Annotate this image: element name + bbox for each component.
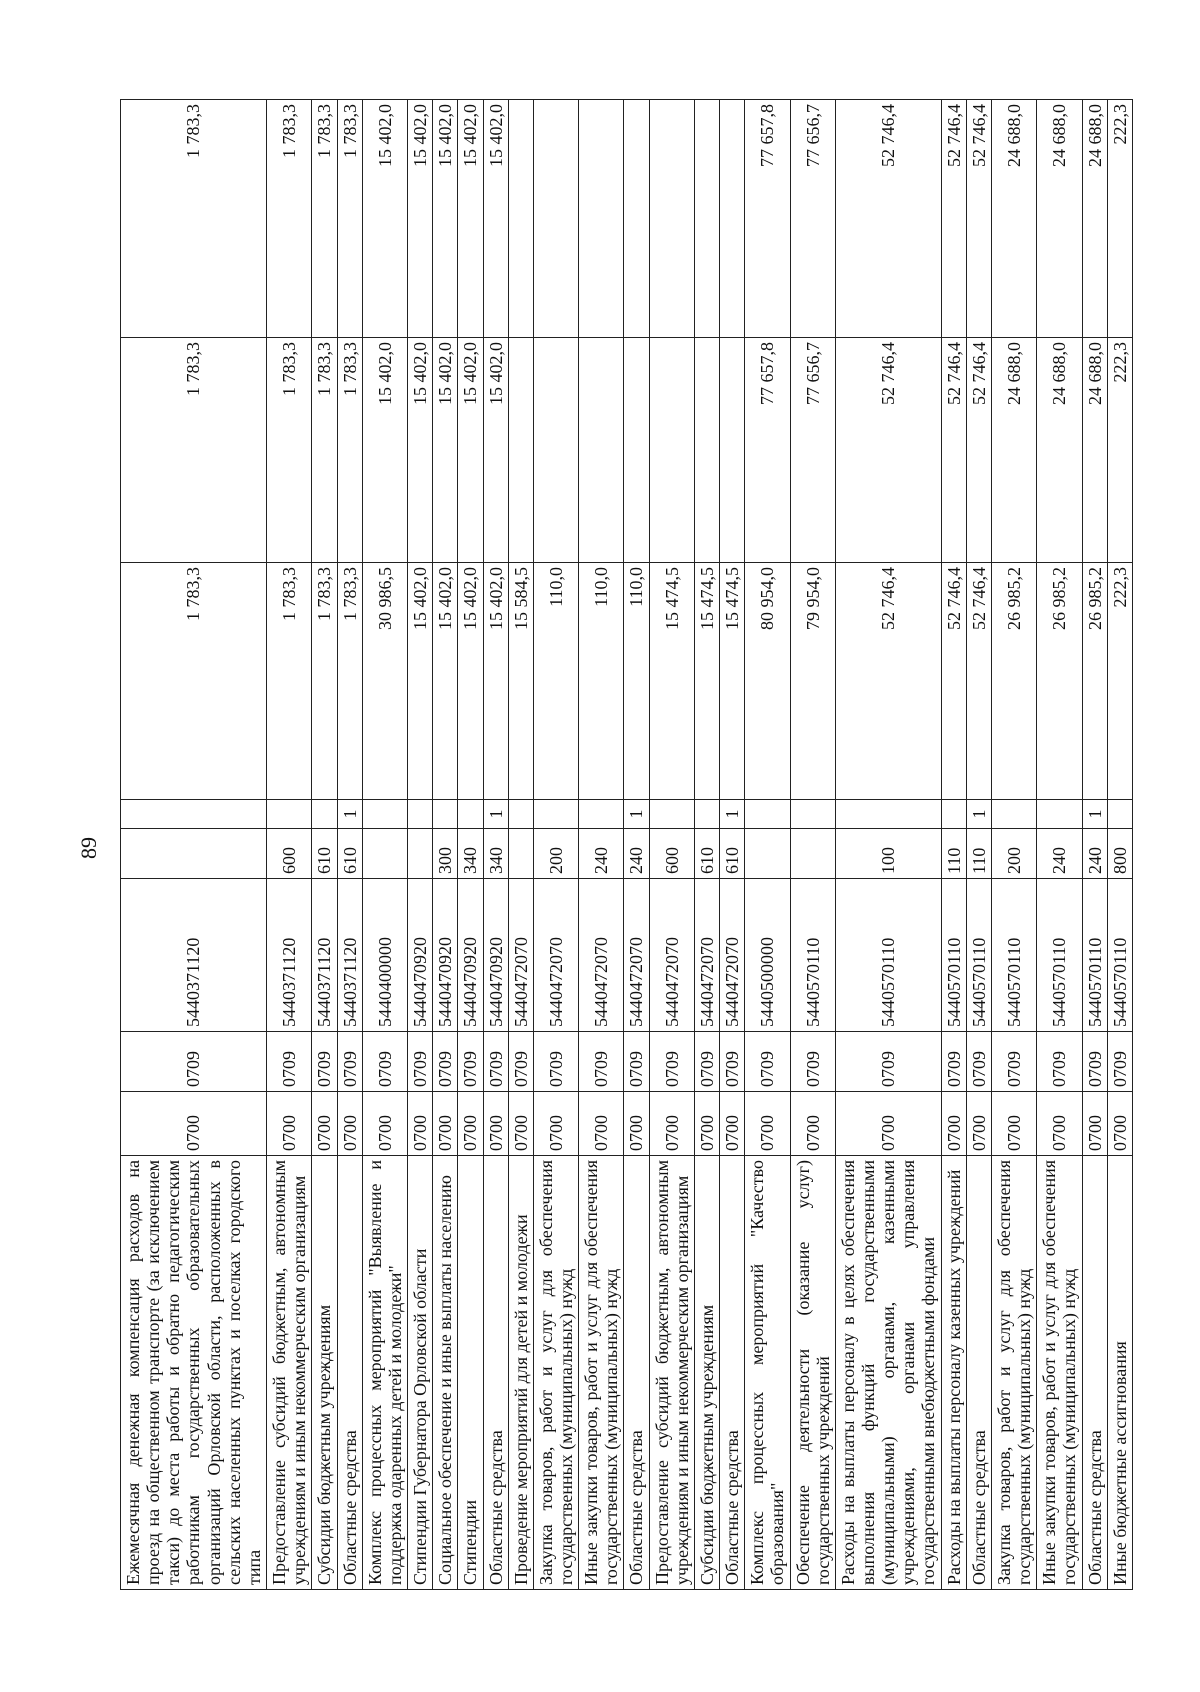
section-code: 0700: [835, 1092, 941, 1156]
expense-type-code: 240: [1082, 829, 1107, 879]
amount-year-2: [624, 338, 649, 563]
amount-year-3: 1 783,3: [337, 100, 362, 338]
amount-year-1: 15 584,5: [508, 563, 533, 800]
amount-year-2: [649, 338, 694, 563]
section-code: 0700: [941, 1092, 966, 1156]
section-code: 0700: [433, 1092, 458, 1156]
funding-source-mark: [745, 800, 790, 829]
amount-year-2: 15 402,0: [458, 338, 483, 563]
target-article-code: 5440570110: [966, 879, 991, 1032]
row-description: Комплекс процессных мероприятий "Качество образования": [745, 1156, 790, 1590]
amount-year-2: 24 688,0: [991, 338, 1036, 563]
amount-year-1: 1 783,3: [312, 563, 337, 800]
expense-type-code: 200: [991, 829, 1036, 879]
table-row: [835, 100, 941, 1590]
funding-source-mark: [835, 800, 941, 829]
section-code: 0700: [966, 1092, 991, 1156]
expense-type-code: 240: [579, 829, 624, 879]
expense-type-code: 610: [720, 829, 745, 879]
amount-year-3: 52 746,4: [835, 100, 941, 338]
amount-year-2: 15 402,0: [408, 338, 433, 563]
target-article-code: 5440570110: [790, 879, 835, 1032]
section-code: 0700: [408, 1092, 433, 1156]
expense-type-code: [121, 829, 267, 879]
funding-source-mark: [362, 800, 407, 829]
amount-year-1: 1 783,3: [121, 563, 267, 800]
amount-year-2: 15 402,0: [362, 338, 407, 563]
amount-year-1: 110,0: [624, 563, 649, 800]
table-row: [433, 100, 458, 1590]
target-article-code: 5440470920: [433, 879, 458, 1032]
expense-type-code: [362, 829, 407, 879]
subsection-code: 0709: [408, 1032, 433, 1092]
expense-type-code: 610: [694, 829, 719, 879]
section-code: 0700: [790, 1092, 835, 1156]
amount-year-1: 15 474,5: [694, 563, 719, 800]
target-article-code: 5440570110: [1037, 879, 1082, 1032]
amount-year-2: [508, 338, 533, 563]
funding-source-mark: [433, 800, 458, 829]
table-row: [408, 100, 433, 1590]
subsection-code: 0709: [337, 1032, 362, 1092]
row-description: Комплекс процессных мероприятий "Выявление и поддержка одаренных детей и молодежи": [362, 1156, 407, 1590]
amount-year-1: 52 746,4: [835, 563, 941, 800]
amount-year-1: 1 783,3: [267, 563, 312, 800]
amount-year-1: 222,3: [1107, 563, 1132, 800]
amount-year-1: 52 746,4: [966, 563, 991, 800]
expense-type-code: 240: [1037, 829, 1082, 879]
section-code: 0700: [458, 1092, 483, 1156]
section-code: 0700: [483, 1092, 508, 1156]
table-row: [649, 100, 694, 1590]
target-article-code: 5440400000: [362, 879, 407, 1032]
amount-year-1: 15 474,5: [649, 563, 694, 800]
section-code: 0700: [362, 1092, 407, 1156]
row-description: Расходы на выплаты персоналу казенных учреждений: [941, 1156, 966, 1590]
subsection-code: 0709: [508, 1032, 533, 1092]
amount-year-2: 15 402,0: [433, 338, 458, 563]
amount-year-3: [624, 100, 649, 338]
target-article-code: 5440500000: [745, 879, 790, 1032]
target-article-code: 5440570110: [991, 879, 1036, 1032]
section-code: 0700: [533, 1092, 578, 1156]
table-row: [267, 100, 312, 1590]
funding-source-mark: [267, 800, 312, 829]
target-article-code: 5440470920: [483, 879, 508, 1032]
target-article-code: 5440371120: [337, 879, 362, 1032]
funding-source-mark: [790, 800, 835, 829]
amount-year-2: [533, 338, 578, 563]
table-row: [1082, 100, 1107, 1590]
expense-type-code: 240: [624, 829, 649, 879]
target-article-code: 5440470920: [408, 879, 433, 1032]
amount-year-3: 52 746,4: [966, 100, 991, 338]
section-code: 0700: [745, 1092, 790, 1156]
funding-source-mark: 1: [624, 800, 649, 829]
target-article-code: 5440472070: [694, 879, 719, 1032]
row-description: Предоставление субсидий бюджетным, автономным учреждениям и иным некоммерческим организациям: [267, 1156, 312, 1590]
table-row: [745, 100, 790, 1590]
amount-year-2: 52 746,4: [966, 338, 991, 563]
funding-source-mark: 1: [483, 800, 508, 829]
expense-type-code: [408, 829, 433, 879]
target-article-code: 5440371120: [121, 879, 267, 1032]
table-row: [624, 100, 649, 1590]
expense-type-code: 340: [483, 829, 508, 879]
row-description: Иные бюджетные ассигнования: [1107, 1156, 1132, 1590]
section-code: 0700: [720, 1092, 745, 1156]
subsection-code: 0709: [483, 1032, 508, 1092]
expense-type-code: [745, 829, 790, 879]
subsection-code: 0709: [941, 1032, 966, 1092]
subsection-code: 0709: [533, 1032, 578, 1092]
subsection-code: 0709: [720, 1032, 745, 1092]
amount-year-3: 15 402,0: [408, 100, 433, 338]
amount-year-3: [649, 100, 694, 338]
amount-year-3: 15 402,0: [433, 100, 458, 338]
amount-year-3: 24 688,0: [1037, 100, 1082, 338]
amount-year-3: 222,3: [1107, 100, 1132, 338]
subsection-code: 0709: [458, 1032, 483, 1092]
amount-year-3: [694, 100, 719, 338]
table-row: [579, 100, 624, 1590]
expense-type-code: 110: [941, 829, 966, 879]
funding-source-mark: [533, 800, 578, 829]
table-row: [362, 100, 407, 1590]
section-code: 0700: [1037, 1092, 1082, 1156]
amount-year-1: 1 783,3: [337, 563, 362, 800]
table-row: [121, 100, 267, 1590]
amount-year-3: 1 783,3: [121, 100, 267, 338]
expense-type-code: 200: [533, 829, 578, 879]
amount-year-2: 1 783,3: [121, 338, 267, 563]
amount-year-3: 77 657,8: [745, 100, 790, 338]
amount-year-1: 26 985,2: [991, 563, 1036, 800]
row-description: Расходы на выплаты персоналу в целях обеспечения выполнения функций государственными (муниципальными) органами, казенными учреждениями, органами управления государственными внебюджетными фондами: [835, 1156, 941, 1590]
expense-type-code: [790, 829, 835, 879]
amount-year-1: 110,0: [533, 563, 578, 800]
row-description: Ежемесячная денежная компенсация расходов на проезд на общественном транспорте (за исключением такси) до места работы и обратно педагогическим работникам государственных образовательных организаций Орловской области, расположенных в сельских населенных пунктах и поселках городского типа: [121, 1156, 267, 1590]
section-code: 0700: [121, 1092, 267, 1156]
amount-year-2: 52 746,4: [941, 338, 966, 563]
amount-year-3: 52 746,4: [941, 100, 966, 338]
subsection-code: 0709: [267, 1032, 312, 1092]
table-row: [966, 100, 991, 1590]
funding-source-mark: 1: [966, 800, 991, 829]
row-description: Проведение мероприятий для детей и молодежи: [508, 1156, 533, 1590]
target-article-code: 5440470920: [458, 879, 483, 1032]
row-description: Областные средства: [966, 1156, 991, 1590]
table-row: [1037, 100, 1082, 1590]
expense-type-code: 100: [835, 829, 941, 879]
funding-source-mark: [941, 800, 966, 829]
amount-year-1: 15 474,5: [720, 563, 745, 800]
row-description: Стипендии: [458, 1156, 483, 1590]
subsection-code: 0709: [745, 1032, 790, 1092]
row-description: Областные средства: [483, 1156, 508, 1590]
target-article-code: 5440371120: [267, 879, 312, 1032]
amount-year-2: 222,3: [1107, 338, 1132, 563]
expense-type-code: 610: [337, 829, 362, 879]
funding-source-mark: [694, 800, 719, 829]
funding-source-mark: [508, 800, 533, 829]
section-code: 0700: [312, 1092, 337, 1156]
section-code: 0700: [1107, 1092, 1132, 1156]
funding-source-mark: [1107, 800, 1132, 829]
row-description: Закупка товаров, работ и услуг для обеспечения государственных (муниципальных) нужд: [991, 1156, 1036, 1590]
section-code: 0700: [991, 1092, 1036, 1156]
table-row: [458, 100, 483, 1590]
subsection-code: 0709: [991, 1032, 1036, 1092]
expense-type-code: 610: [312, 829, 337, 879]
funding-source-mark: 1: [720, 800, 745, 829]
row-description: Областные средства: [624, 1156, 649, 1590]
amount-year-1: 15 402,0: [458, 563, 483, 800]
target-article-code: 5440570110: [941, 879, 966, 1032]
funding-source-mark: [408, 800, 433, 829]
expense-type-code: 300: [433, 829, 458, 879]
table-row: [483, 100, 508, 1590]
row-description: Областные средства: [337, 1156, 362, 1590]
subsection-code: 0709: [790, 1032, 835, 1092]
amount-year-2: 1 783,3: [312, 338, 337, 563]
amount-year-1: 15 402,0: [483, 563, 508, 800]
target-article-code: 5440371120: [312, 879, 337, 1032]
row-description: Иные закупки товаров, работ и услуг для обеспечения государственных (муниципальных) нужд: [1037, 1156, 1082, 1590]
amount-year-2: 1 783,3: [267, 338, 312, 563]
target-article-code: 5440472070: [533, 879, 578, 1032]
funding-source-mark: [579, 800, 624, 829]
amount-year-3: 15 402,0: [483, 100, 508, 338]
amount-year-2: 24 688,0: [1037, 338, 1082, 563]
funding-source-mark: [1037, 800, 1082, 829]
target-article-code: 5440472070: [624, 879, 649, 1032]
amount-year-3: 15 402,0: [458, 100, 483, 338]
subsection-code: 0709: [649, 1032, 694, 1092]
funding-source-mark: [121, 800, 267, 829]
table-row: [941, 100, 966, 1590]
subsection-code: 0709: [966, 1032, 991, 1092]
amount-year-2: 52 746,4: [835, 338, 941, 563]
subsection-code: 0709: [835, 1032, 941, 1092]
row-description: Субсидии бюджетным учреждениям: [694, 1156, 719, 1590]
funding-source-mark: [649, 800, 694, 829]
funding-source-mark: 1: [1082, 800, 1107, 829]
section-code: 0700: [508, 1092, 533, 1156]
amount-year-3: 77 656,7: [790, 100, 835, 338]
row-description: Стипендии Губернатора Орловской области: [408, 1156, 433, 1590]
table-row: [1107, 100, 1132, 1590]
table-row: [508, 100, 533, 1590]
amount-year-1: 15 402,0: [408, 563, 433, 800]
section-code: 0700: [694, 1092, 719, 1156]
subsection-code: 0709: [1037, 1032, 1082, 1092]
amount-year-2: 24 688,0: [1082, 338, 1107, 563]
expense-type-code: [508, 829, 533, 879]
amount-year-1: 15 402,0: [433, 563, 458, 800]
section-code: 0700: [337, 1092, 362, 1156]
rotated-table-container: [120, 100, 1133, 1590]
funding-source-mark: 1: [337, 800, 362, 829]
amount-year-3: [533, 100, 578, 338]
amount-year-3: 15 402,0: [362, 100, 407, 338]
amount-year-2: [579, 338, 624, 563]
row-description: Предоставление субсидий бюджетным, автономным учреждениям и иным некоммерческим организациям: [649, 1156, 694, 1590]
target-article-code: 5440472070: [720, 879, 745, 1032]
amount-year-3: 24 688,0: [1082, 100, 1107, 338]
table-row: [790, 100, 835, 1590]
amount-year-3: 24 688,0: [991, 100, 1036, 338]
table-row: [991, 100, 1036, 1590]
amount-year-3: [720, 100, 745, 338]
target-article-code: 5440570110: [1107, 879, 1132, 1032]
row-description: Закупка товаров, работ и услуг для обеспечения государственных (муниципальных) нужд: [533, 1156, 578, 1590]
target-article-code: 5440472070: [649, 879, 694, 1032]
target-article-code: 5440472070: [508, 879, 533, 1032]
table-row: [312, 100, 337, 1590]
expense-type-code: 600: [649, 829, 694, 879]
table-row: [720, 100, 745, 1590]
expense-type-code: 600: [267, 829, 312, 879]
amount-year-2: [694, 338, 719, 563]
table-row: [337, 100, 362, 1590]
subsection-code: 0709: [624, 1032, 649, 1092]
subsection-code: 0709: [433, 1032, 458, 1092]
row-description: Социальное обеспечение и иные выплаты населению: [433, 1156, 458, 1590]
amount-year-1: 79 954,0: [790, 563, 835, 800]
amount-year-3: 1 783,3: [312, 100, 337, 338]
amount-year-2: [720, 338, 745, 563]
funding-source-mark: [991, 800, 1036, 829]
funding-source-mark: [312, 800, 337, 829]
subsection-code: 0709: [1082, 1032, 1107, 1092]
row-description: Субсидии бюджетным учреждениям: [312, 1156, 337, 1590]
row-description: Обеспечение деятельности (оказание услуг) государственных учреждений: [790, 1156, 835, 1590]
expense-type-code: 340: [458, 829, 483, 879]
amount-year-3: [579, 100, 624, 338]
subsection-code: 0709: [312, 1032, 337, 1092]
expense-type-code: 110: [966, 829, 991, 879]
amount-year-1: 26 985,2: [1037, 563, 1082, 800]
amount-year-2: 1 783,3: [337, 338, 362, 563]
subsection-code: 0709: [694, 1032, 719, 1092]
table-row: [694, 100, 719, 1590]
subsection-code: 0709: [1107, 1032, 1132, 1092]
budget-table: [120, 99, 1133, 1590]
amount-year-1: 26 985,2: [1082, 563, 1107, 800]
page-number: 89: [76, 837, 101, 859]
amount-year-1: 52 746,4: [941, 563, 966, 800]
amount-year-1: 30 986,5: [362, 563, 407, 800]
target-article-code: 5440570110: [1082, 879, 1107, 1032]
amount-year-2: 77 656,7: [790, 338, 835, 563]
row-description: Областные средства: [720, 1156, 745, 1590]
section-code: 0700: [579, 1092, 624, 1156]
target-article-code: 5440472070: [579, 879, 624, 1032]
row-description: Иные закупки товаров, работ и услуг для обеспечения государственных (муниципальных) нужд: [579, 1156, 624, 1590]
amount-year-2: 77 657,8: [745, 338, 790, 563]
section-code: 0700: [267, 1092, 312, 1156]
amount-year-1: 110,0: [579, 563, 624, 800]
section-code: 0700: [649, 1092, 694, 1156]
target-article-code: 5440570110: [835, 879, 941, 1032]
amount-year-2: 15 402,0: [483, 338, 508, 563]
funding-source-mark: [458, 800, 483, 829]
subsection-code: 0709: [121, 1032, 267, 1092]
section-code: 0700: [1082, 1092, 1107, 1156]
amount-year-1: 80 954,0: [745, 563, 790, 800]
amount-year-3: 1 783,3: [267, 100, 312, 338]
expense-type-code: 800: [1107, 829, 1132, 879]
subsection-code: 0709: [362, 1032, 407, 1092]
amount-year-3: [508, 100, 533, 338]
table-row: [533, 100, 578, 1590]
subsection-code: 0709: [579, 1032, 624, 1092]
row-description: Областные средства: [1082, 1156, 1107, 1590]
section-code: 0700: [624, 1092, 649, 1156]
